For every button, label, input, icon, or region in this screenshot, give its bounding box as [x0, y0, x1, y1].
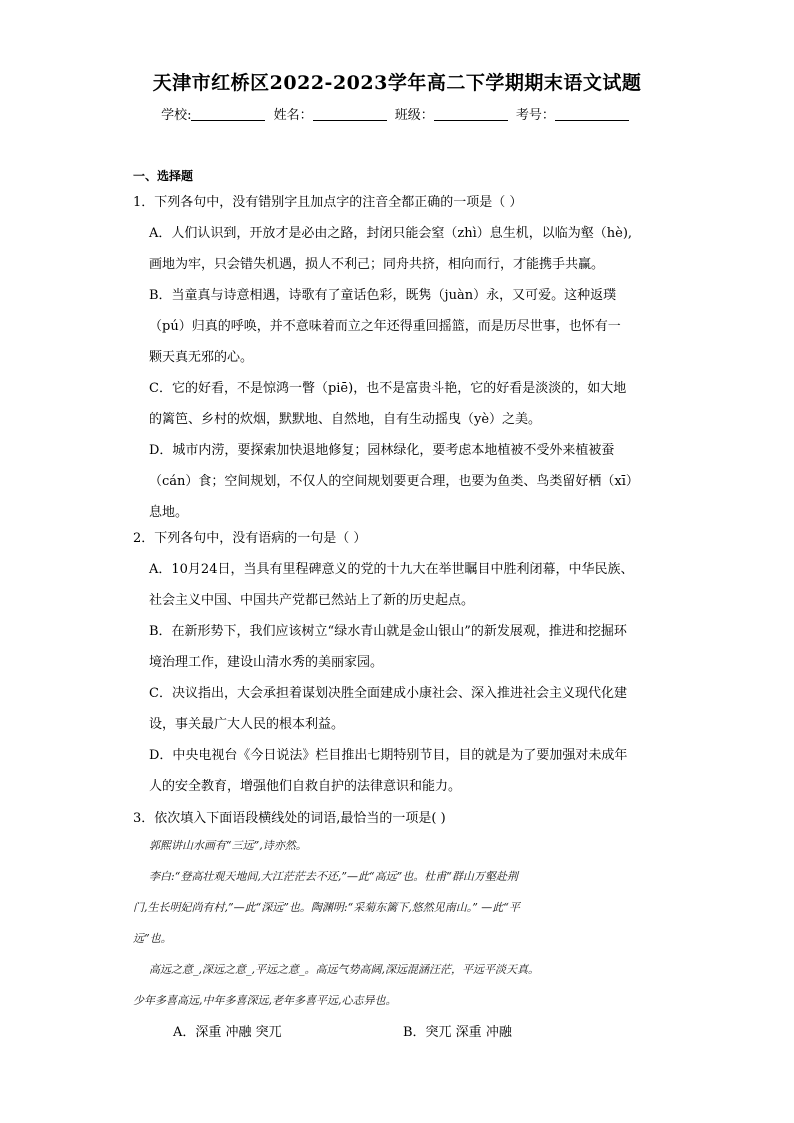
q2-option-b-line: B．在新形势下，我们应该树立“绿水青山就是金山银山”的新发展观，推进和挖掘环 — [149, 624, 627, 639]
q2-option-a-line: A．10月24日，当具有里程碑意义的党的十九大在举世瞩目中胜利闭幕，中华民族、 — [149, 562, 634, 577]
q3-passage-line: 李白:“登高壮观天地间,大江茫茫去不还,”—此“高远”也。杜甫“群山万壑赴荆 — [149, 870, 518, 883]
class-label: 班级： — [394, 108, 434, 123]
q1-option-b-line: B．当童真与诗意相遇，诗歌有了童话色彩，既隽（juàn）永，又可爱。这种返璞 — [149, 288, 617, 303]
school-label: 学校: — [161, 108, 192, 123]
question-2-stem: 2．下列各句中，没有语病的一句是（ ） — [133, 531, 367, 546]
q1-option-c-line: 的篱笆、乡村的炊烟，默默地、自然地，自有生动摇曳（yè）之美。 — [149, 412, 542, 427]
q2-option-d-line: 人的安全教育，增强他们自救自护的法律意识和能力。 — [149, 779, 462, 794]
q3-passage-line: 门,生长明妃尚有村,”—此“深远”也。陶渊明:“采菊东篱下,悠然见南山。” —此“平 — [133, 901, 520, 914]
questions — [133, 192, 673, 1044]
q2-option-b-line: 境治理工作，建设山清水秀的美丽家园。 — [149, 655, 384, 670]
name-label: 姓名： — [273, 108, 313, 123]
q3-passage-line: 高远之意_,深远之意_,平远之意_。高远气势高阔,深远混涵汪茫，平远平淡天真。 — [149, 963, 539, 976]
page-title: 天津市红桥区2022-2023学年高二下学期期末语文试题 — [152, 72, 642, 94]
name-field[interactable] — [313, 108, 387, 121]
exam-number-field[interactable] — [555, 108, 629, 121]
question-3-stem: 3．依次填入下面语段横线处的词语,最恰当的一项是( ) — [133, 811, 446, 826]
q1-option-a-line: A．人们认识到，开放才是必由之路，封闭只能会窒（zhì）息生机，以临为壑（hè), — [149, 226, 633, 241]
q3-passage-line: 远”也。 — [133, 932, 172, 945]
q1-option-c-line: C．它的好看，不是惊鸿一瞥（piē)，也不是富贵斗艳，它的好看是淡淡的，如大地 — [149, 381, 627, 396]
school-field[interactable] — [191, 108, 265, 121]
q2-option-d-line: D．中央电视台《今日说法》栏目推出七期特别节目，目的就是为了要加强对未成年 — [149, 748, 628, 763]
q2-option-a-line: 社会主义中国、中国共产党都已然站上了新的历史起点。 — [149, 593, 475, 608]
q1-option-a-line: 画地为牢，只会错失机遇，损人不利己；同舟共挤，相向而行，才能携手共赢。 — [149, 257, 605, 272]
q1-option-b-line: （pú）归真的呼唤，并不意味着而立之年还得重回摇篮，而是历尽世事，也怀有一 — [149, 319, 621, 334]
q3-choice-b: B．突兀 深重 冲融 — [403, 1025, 512, 1040]
student-info-line — [0, 104, 794, 123]
q3-passage-line: 少年多喜高远,中年多喜深远,老年多喜平远,心志异也。 — [133, 994, 397, 1007]
q2-option-c-line: C．决议指出，大会承担着谋划决胜全面建成小康社会、深入推进社会主义现代化建 — [149, 686, 627, 701]
question-1-stem: 1．下列各句中，没有错别字且加点字的注音全都正确的一项是（ ） — [133, 195, 523, 210]
q1-option-d-line: 息地。 — [149, 505, 189, 520]
q3-choice-a: A．深重 冲融 突兀 — [173, 1025, 282, 1040]
exam-number-label: 考号： — [515, 108, 555, 123]
q1-option-b-line: 颗天真无邪的心。 — [149, 350, 254, 365]
q3-choices — [133, 1022, 673, 1044]
q1-option-d-line: D．城市内涝，要探索加快退地修复；园林绿化，要考虑本地植被不受外来植被蚕 — [149, 443, 615, 458]
q1-option-d-line: （cán）食；空间规划，不仅人的空间规划要更合理，也要为鱼类、鸟类留好栖（xī） — [149, 474, 639, 489]
class-field[interactable] — [434, 108, 508, 121]
q2-option-c-line: 设，事关最广大人民的根本利益。 — [149, 717, 345, 732]
section-heading: 一、选择题 — [133, 169, 194, 183]
q3-passage-line: 郭熙讲山水画有“三远”,诗亦然。 — [149, 839, 307, 852]
